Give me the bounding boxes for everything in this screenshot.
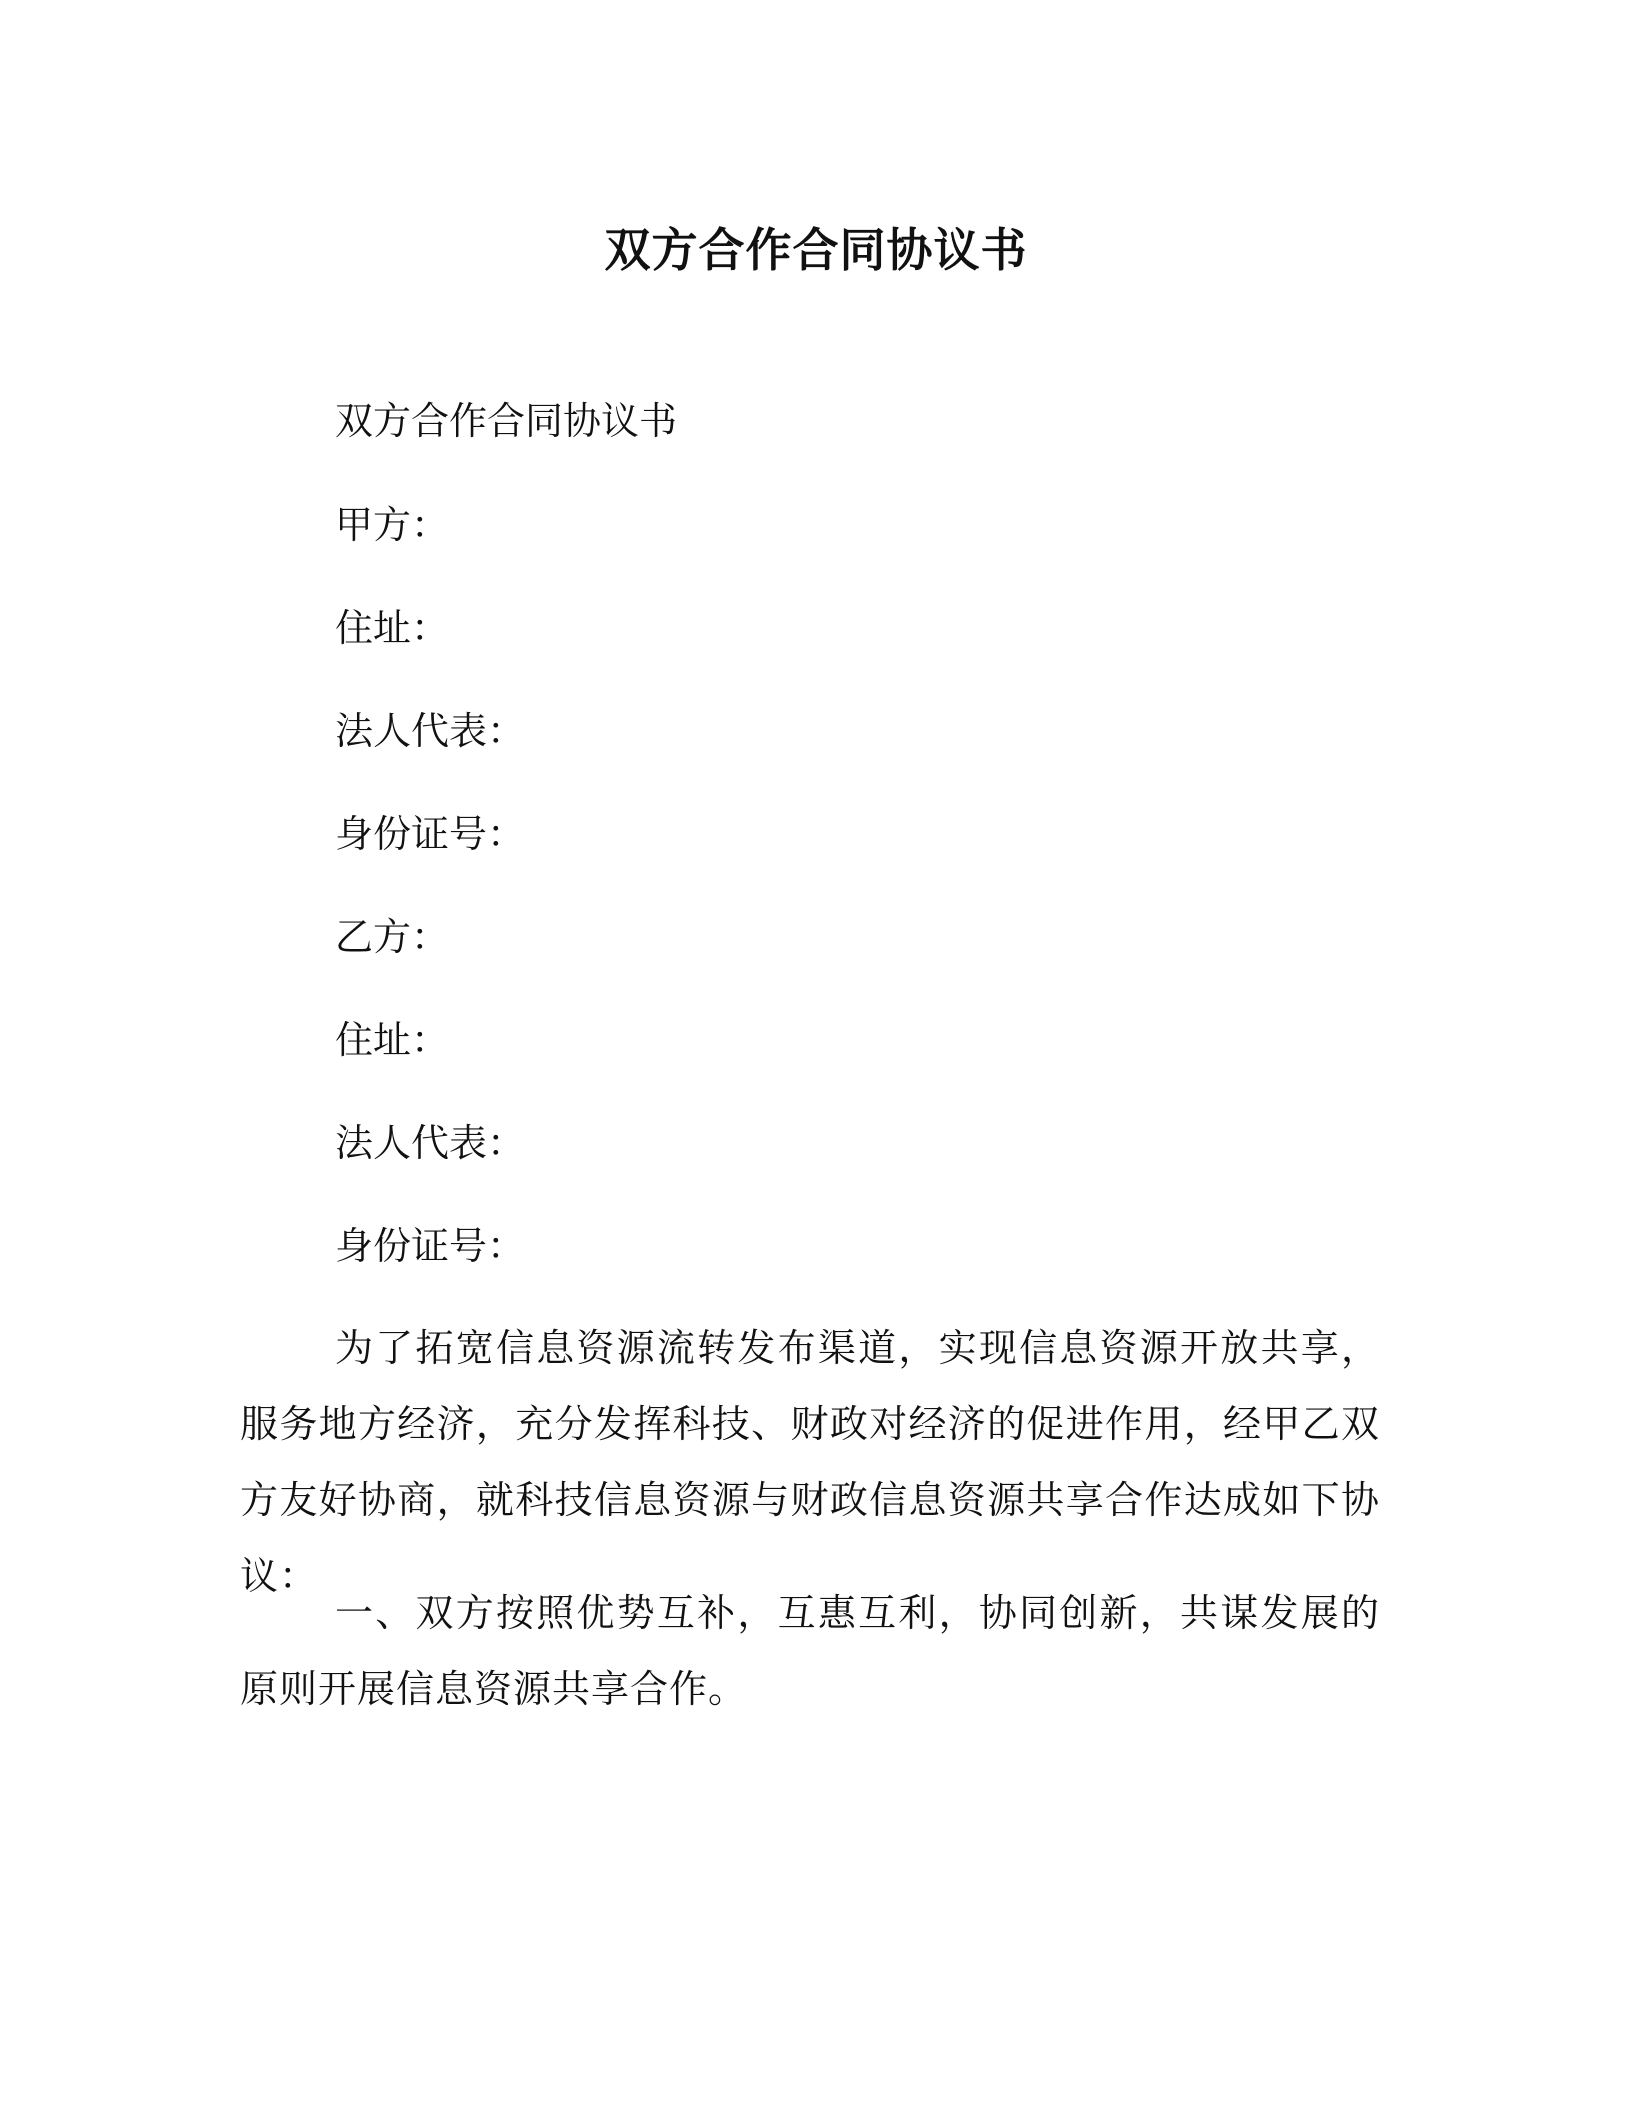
party-a-address-label: 住址： [335,606,450,650]
party-a-label: 甲方： [335,503,450,547]
party-a-id-label: 身份证号： [335,812,526,856]
party-b-address-label: 住址： [335,1018,450,1062]
document-subtitle: 双方合作合同协议书 [335,399,678,443]
party-b-legal-rep-label: 法人代表： [335,1121,526,1165]
paragraph-clause-one: 一、双方按照优势互补，互惠互利，协同创新，共谋发展的原则开展信息资源共享合作。 [240,1591,1380,1711]
document-title: 双方合作合同协议书 [604,223,1028,277]
party-b-label: 乙方： [335,915,450,959]
party-a-legal-rep-label: 法人代表： [335,709,526,753]
paragraph-purpose: 为了拓宽信息资源流转发布渠道，实现信息资源开放共享，服务地方经济，充分发挥科技、财政对经济的促进作用，经甲乙双方友好协商，就科技信息资源与财政信息资源共享合作达成如下协议： [240,1326,1380,1598]
party-b-id-label: 身份证号： [335,1224,526,1268]
